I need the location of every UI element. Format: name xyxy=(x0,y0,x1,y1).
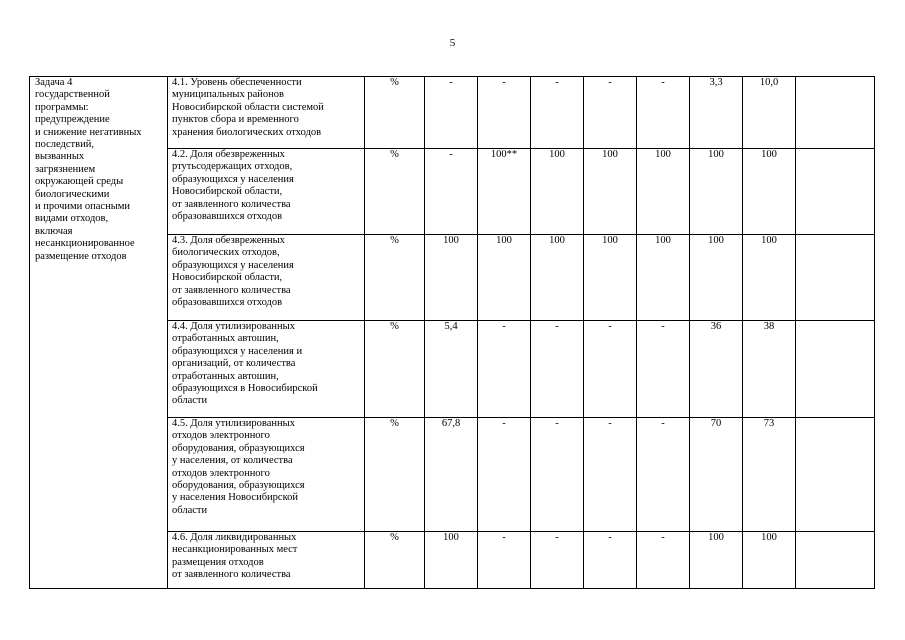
task-text-line: биологическими xyxy=(35,188,110,200)
value-cell: - xyxy=(478,77,531,149)
value-cell: - xyxy=(584,418,637,532)
value-cell: - xyxy=(584,532,637,589)
task-text-line: размещение отходов xyxy=(35,250,127,262)
indicator-text-line: 4.4. Доля утилизированных xyxy=(172,321,295,332)
value-cell: - xyxy=(478,418,531,532)
task-text-line: вызванных xyxy=(35,151,85,163)
value-cell: 36 xyxy=(690,321,743,418)
page-number: 5 xyxy=(449,37,456,49)
value-cell: 100 xyxy=(690,235,743,321)
unit-cell: % xyxy=(365,149,425,235)
indicator-text-line: образующихся в Новосибирской xyxy=(172,383,318,395)
indicator-text-line: размещения отходов xyxy=(172,556,264,568)
task-text-line: видами отходов, xyxy=(35,213,109,225)
indicator-text-line: организаций, от количества xyxy=(172,358,296,370)
task-text-line: государственной xyxy=(35,89,110,101)
indicator-text-line: отработанных автошин, xyxy=(172,333,279,345)
indicator-cell xyxy=(168,77,365,149)
task-text-line: и снижение негативных xyxy=(35,126,142,138)
value-cell: 67,8 xyxy=(425,418,478,532)
unit-cell: % xyxy=(365,235,425,321)
indicator-text-line: образующихся у населения и xyxy=(172,345,303,357)
indicator-text-line: образовавшихся отходов xyxy=(172,211,283,223)
indicators-table xyxy=(29,76,875,589)
indicator-text-line: Новосибирской области, xyxy=(172,186,283,198)
value-cell: 100 xyxy=(425,532,478,589)
value-cell: 100 xyxy=(690,532,743,589)
indicator-text-line: образующихся у населения xyxy=(172,173,294,185)
indicator-cell xyxy=(168,321,365,418)
indicator-text-line: от заявленного количества xyxy=(172,569,291,581)
value-cell: 100 xyxy=(743,532,796,589)
value-cell: 100 xyxy=(478,235,531,321)
indicator-text-line: биологических отходов, xyxy=(172,247,280,259)
indicator-cell xyxy=(168,532,365,589)
unit-cell: % xyxy=(365,418,425,532)
value-cell: - xyxy=(531,77,584,149)
indicator-text-line: Новосибирской области системой xyxy=(172,101,324,113)
value-cell: - xyxy=(637,532,690,589)
indicator-text-line: у населения, от количества xyxy=(172,455,293,467)
value-cell: 100 xyxy=(743,149,796,235)
value-cell: 3,3 xyxy=(690,77,743,149)
task-text-line: Задача 4 xyxy=(35,77,73,88)
value-cell: - xyxy=(531,418,584,532)
value-cell: - xyxy=(478,321,531,418)
value-cell: - xyxy=(478,532,531,589)
value-cell: - xyxy=(531,321,584,418)
indicator-text-line: образующихся у населения xyxy=(172,259,294,271)
value-cell: - xyxy=(637,418,690,532)
indicator-text-line: оборудования, образующихся xyxy=(172,480,305,492)
value-cell: - xyxy=(531,532,584,589)
value-cell xyxy=(796,321,875,418)
value-cell: - xyxy=(637,77,690,149)
value-cell: 38 xyxy=(743,321,796,418)
task-text-line: окружающей среды xyxy=(35,176,124,188)
indicator-text-line: ртутьсодержащих отходов, xyxy=(172,161,293,173)
task-text-line: и прочими опасными xyxy=(35,201,131,213)
value-cell: 100 xyxy=(531,149,584,235)
value-cell xyxy=(796,235,875,321)
indicator-cell xyxy=(168,149,365,235)
indicator-text-line: от заявленного количества xyxy=(172,198,291,210)
indicator-text-line: 4.1. Уровень обеспеченности xyxy=(172,77,302,88)
value-cell: 70 xyxy=(690,418,743,532)
value-cell: 100 xyxy=(584,235,637,321)
value-cell: 100** xyxy=(478,149,531,235)
task-text-line: несанкционированное xyxy=(35,238,135,250)
value-cell: 100 xyxy=(531,235,584,321)
indicator-text-line: области xyxy=(172,395,208,407)
value-cell: 100 xyxy=(425,235,478,321)
value-cell: 10,0 xyxy=(743,77,796,149)
indicator-text-line: пунктов сбора и временного xyxy=(172,114,299,126)
value-cell: 100 xyxy=(637,149,690,235)
task-text-line: включая xyxy=(35,225,73,237)
task-text-line: предупреждение xyxy=(35,114,110,126)
value-cell: 100 xyxy=(584,149,637,235)
value-cell: - xyxy=(637,321,690,418)
value-cell: - xyxy=(425,77,478,149)
value-cell: 100 xyxy=(637,235,690,321)
indicator-text-line: области xyxy=(172,504,208,516)
value-cell: 100 xyxy=(690,149,743,235)
indicator-text-line: отработанных автошин, xyxy=(172,370,279,382)
value-cell xyxy=(796,532,875,589)
indicator-text-line: отходов электронного xyxy=(172,467,270,479)
indicator-cell xyxy=(168,235,365,321)
indicator-text-line: 4.6. Доля ликвидированных xyxy=(172,532,297,543)
indicator-text-line: 4.3. Доля обезвреженных xyxy=(172,235,285,246)
unit-cell: % xyxy=(365,532,425,589)
unit-cell: % xyxy=(365,77,425,149)
indicator-text-line: оборудования, образующихся xyxy=(172,442,305,454)
indicator-text-line: Новосибирской области, xyxy=(172,272,283,284)
value-cell: 73 xyxy=(743,418,796,532)
indicator-text-line: 4.5. Доля утилизированных xyxy=(172,418,295,429)
indicator-text-line: несанкционированных мест xyxy=(172,544,298,556)
unit-cell: % xyxy=(365,321,425,418)
task-text-line: программы: xyxy=(35,101,89,113)
indicator-text-line: хранения биологических отходов xyxy=(172,126,322,138)
value-cell: - xyxy=(584,77,637,149)
indicator-text-line: от заявленного количества xyxy=(172,284,291,296)
task-text-line: загрязнением xyxy=(35,163,96,175)
value-cell xyxy=(796,149,875,235)
indicator-text-line: муниципальных районов xyxy=(172,89,284,101)
indicator-text-line: у населения Новосибирской xyxy=(172,492,299,504)
indicator-cell xyxy=(168,418,365,532)
value-cell: - xyxy=(584,321,637,418)
value-cell xyxy=(796,77,875,149)
indicator-text-line: 4.2. Доля обезвреженных xyxy=(172,149,285,160)
task-cell xyxy=(30,77,168,589)
table-row xyxy=(30,77,875,149)
value-cell xyxy=(796,418,875,532)
value-cell: - xyxy=(425,149,478,235)
indicator-text-line: образовавшихся отходов xyxy=(172,297,283,309)
value-cell: 5,4 xyxy=(425,321,478,418)
value-cell: 100 xyxy=(743,235,796,321)
indicator-text-line: отходов электронного xyxy=(172,430,270,442)
task-text-line: последствий, xyxy=(35,139,94,151)
